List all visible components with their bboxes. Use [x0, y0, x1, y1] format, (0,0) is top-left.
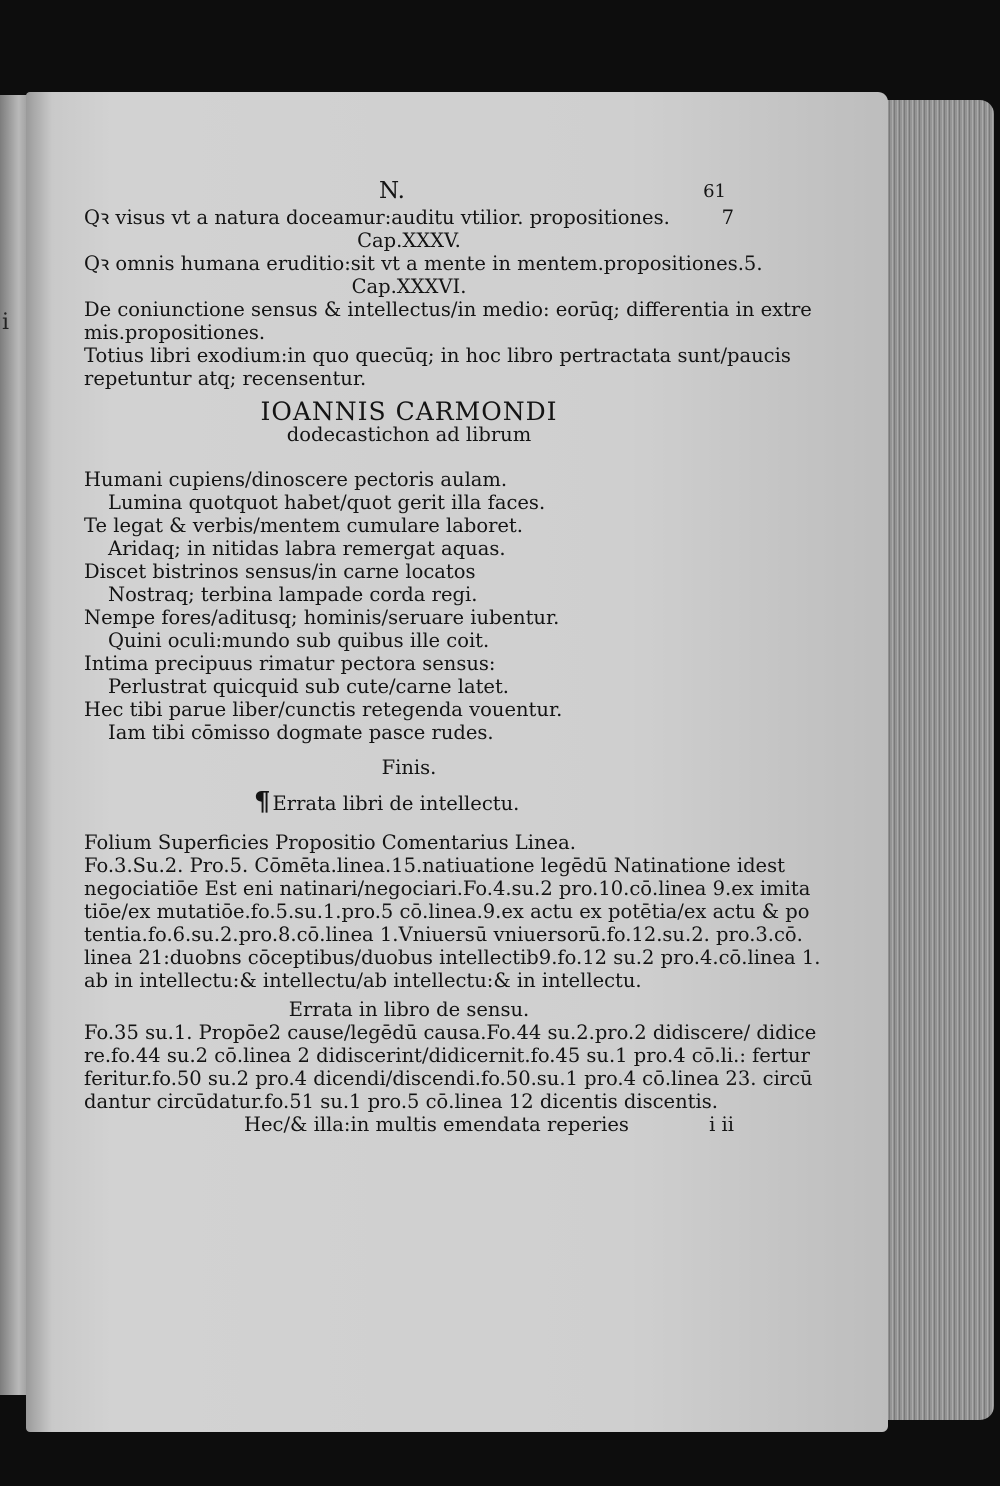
closing-row: [84, 1113, 734, 1136]
toc-entry: mis.propositiones.: [84, 321, 266, 344]
errata-line: dantur circūdatur.fo.51 su.1 pro.5 cō.linea 12 dicentis discentis.: [84, 1090, 718, 1113]
errata-columns: Folium Superficies Propositio Comentarius Linea.: [84, 831, 576, 854]
toc-entry: Qꝛ visus vt a natura doceamur:auditu vtilior. propositiones. 7: [84, 206, 734, 229]
chapter-heading: Cap.XXXVI.: [351, 275, 467, 298]
poem-line: Te legat & verbis/mentem cumulare laboret.: [84, 514, 523, 537]
errata-line: feritur.fo.50 su.2 pro.4 dicendi/discendi.fo.50.su.1 pro.4 cō.linea 23. circū: [84, 1067, 813, 1090]
errata-heading: ¶ Errata libri de intellectu.: [254, 787, 520, 817]
errata-line: negociatiōe Est eni natinari/negociari.Fo.4.su.2 pro.10.cō.linea 9.ex imita: [84, 877, 811, 900]
pilcrow-icon: ¶: [254, 787, 271, 817]
poem-subtitle: dodecastichon ad librum: [286, 423, 532, 446]
errata-line: ab in intellectu:& intellectu/ab intellectu:& in intellectu.: [84, 969, 642, 992]
catchword: i ii: [709, 1113, 734, 1136]
poem-line: Perlustrat quicquid sub cute/carne latet.: [108, 675, 509, 698]
toc-entry: De coniunctione sensus & intellectus/in medio: eorūq; differentia in extre: [84, 298, 812, 321]
folio-number: 61: [703, 181, 726, 202]
errata-line: linea 21:duobns cōceptibus/duobus intellectib9.fo.12 su.2 pro.4.cō.linea 1.: [84, 946, 821, 969]
errata-list: [84, 831, 821, 1136]
page-header: [84, 180, 734, 206]
poem-line: Discet bistrinos sensus/in carne locatos: [84, 560, 476, 583]
poem-line: Lumina quotquot habet/quot gerit illa faces.: [108, 491, 546, 514]
page-text: [84, 178, 821, 1136]
errata-line: tiōe/ex mutatiōe.fo.5.su.1.pro.5 cō.linea.9.ex actu ex potētia/ex actu & po: [84, 900, 810, 923]
finis: Finis.: [381, 756, 437, 779]
poem-line: Iam tibi cōmisso dogmate pasce rudes.: [108, 721, 494, 744]
poem-line: Nempe fores/aditusq; hominis/seruare iubentur.: [84, 606, 560, 629]
poem-line: Humani cupiens/dinoscere pectoris aulam.: [84, 468, 508, 491]
poem-line: Intima precipuus rimatur pectora sensus:: [84, 652, 496, 675]
signature-mark: N.: [379, 178, 405, 204]
errata-line: Fo.3.Su.2. Pro.5. Cōmēta.linea.15.natiuatione legēdū Natinatione idest: [84, 854, 785, 877]
errata-line: re.fo.44 su.2 cō.linea 2 didiscerint/didicernit.fo.45 su.1 pro.4 cō.li.: fertur: [84, 1044, 810, 1067]
toc-entry: repetuntur atq; recensentur.: [84, 367, 367, 390]
poem-line: Aridaq; in nitidas labra remergat aquas.: [108, 537, 506, 560]
errata-line: tentia.fo.6.su.2.pro.8.cō.linea 1.Vniuersū vniuersorū.fo.12.su.2. pro.3.cō.: [84, 923, 803, 946]
toc-entry: Totius libri exodium:in quo quecūq; in hoc libro pertractata sunt/paucis: [84, 344, 791, 367]
poem-title: IOANNIS CARMONDI: [260, 397, 558, 426]
table-of-contents: [84, 206, 812, 390]
poem-line: Nostraq; terbina lampade corda regi.: [108, 583, 478, 606]
left-margin-mark: i: [2, 310, 10, 335]
toc-entry: Qꝛ omnis humana eruditio:sit vt a mente in mentem.propositiones. 5.: [84, 252, 763, 275]
page-fore-edges: [876, 100, 994, 1420]
poem-line: Quini oculi:mundo sub quibus ille coit.: [108, 629, 490, 652]
poem-line: Hec tibi parue liber/cunctis retegenda vouentur.: [84, 698, 563, 721]
chapter-heading: Cap.XXXV.: [357, 229, 461, 252]
poem: [84, 468, 734, 744]
closing-line: Hec/& illa:in multis emendata reperies: [244, 1113, 629, 1136]
errata-subheading: Errata in libro de sensu.: [288, 998, 530, 1021]
errata-line: Fo.35 su.1. Propōe2 cause/legēdū causa.Fo.44 su.2.pro.2 didiscere/ didice: [84, 1021, 817, 1044]
